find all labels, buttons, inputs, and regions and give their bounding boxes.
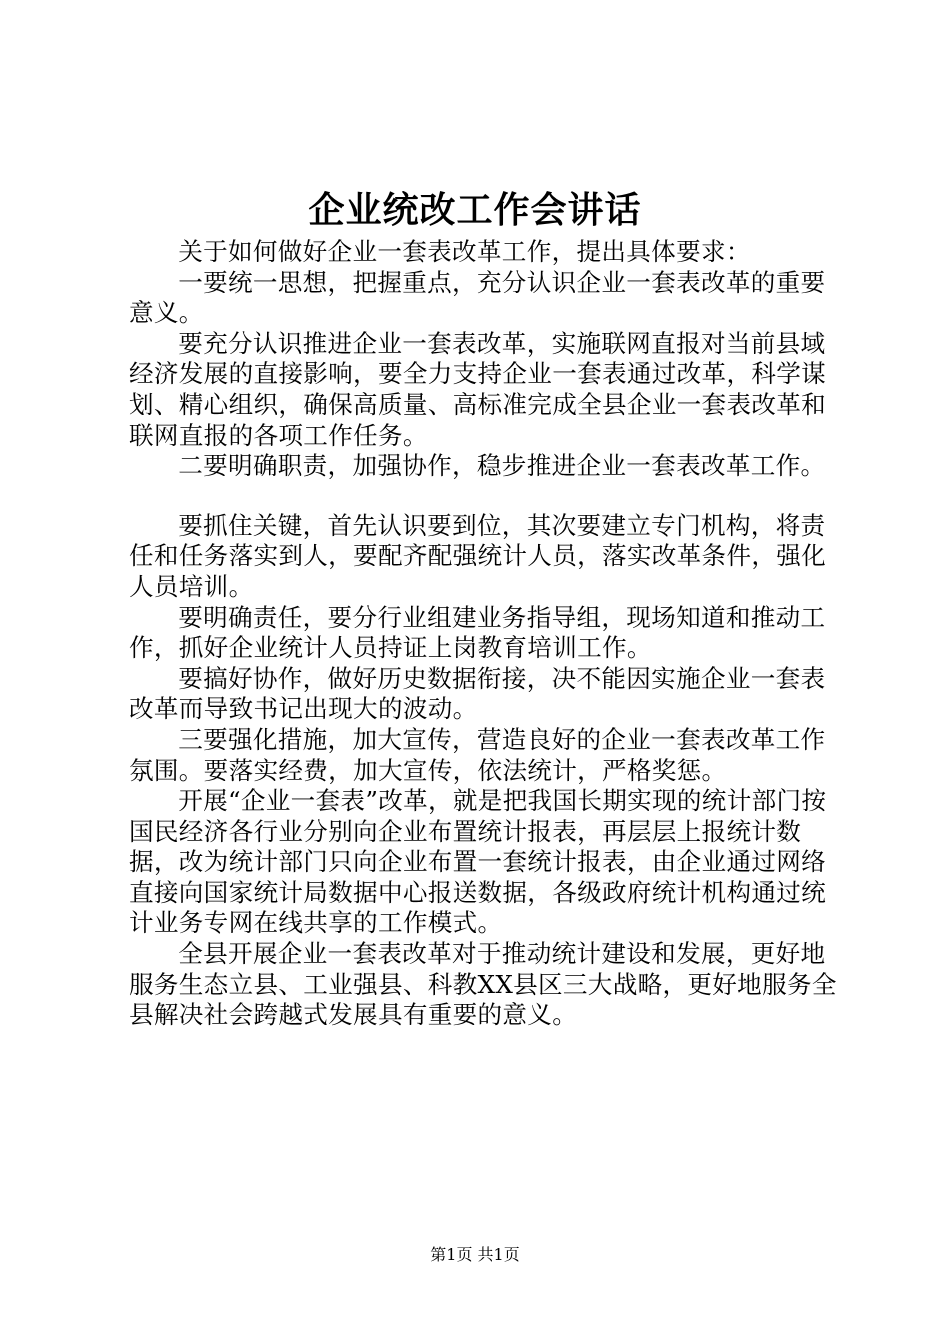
page-number-footer: 第1页 共1页	[430, 1245, 520, 1264]
paragraph: 三要强化措施，加大宣传，营造良好的企业一套表改革工作氛围。要落实经费，加大宣传，依法统计，严格奖惩。	[129, 724, 826, 785]
paragraph: 要明确责任，要分行业组建业务指导组，现场知道和推动工作，抓好企业统计人员持证上岗教育培训工作。	[129, 602, 826, 663]
paragraph: 开展“企业一套表”改革，就是把我国长期实现的统计部门按国民经济各行业分别向企业布置统计报表，再层层上报统计数据，改为统计部门只向企业布置一套统计报表，由企业通过网络直接向国家统计局数据中心报送数据，各级政府统计机构通过统计业务专网在线共享的工作模式。	[129, 786, 827, 938]
paragraph: 全县开展企业一套表改革对于推动统计建设和发展，更好地服务生态立县、工业强县、科教XX县区三大战略，更好地服务全县解决社会跨越式发展具有重要的意义。	[129, 939, 837, 1030]
paragraph: 要搞好协作，做好历史数据衔接，决不能因实施企业一套表改革而导致书记出现大的波动。	[129, 663, 826, 724]
paragraph: 二要明确职责，加强协作，稳步推进企业一套表改革工作。	[178, 451, 826, 481]
document-title: 企业统改工作会讲话	[308, 189, 642, 231]
paragraph: 要抓住关键，首先认识要到位，其次要建立专门机构，将责任和任务落实到人，要配齐配强统计人员，落实改革条件，强化人员培训。	[129, 510, 827, 601]
paragraph: 要充分认识推进企业一套表改革，实施联网直报对当前县域经济发展的直接影响，要全力支持企业一套表通过改革，科学谋划、精心组织，确保高质量、高标准完成全县企业一套表改革和联网直报的各项工作任务。	[129, 328, 827, 450]
paragraph: 一要统一思想，把握重点，充分认识企业一套表改革的重要意义。	[129, 267, 826, 328]
document-body	[129, 237, 841, 1031]
paragraph: 关于如何做好企业一套表改革工作，提出具体要求：	[178, 237, 751, 266]
